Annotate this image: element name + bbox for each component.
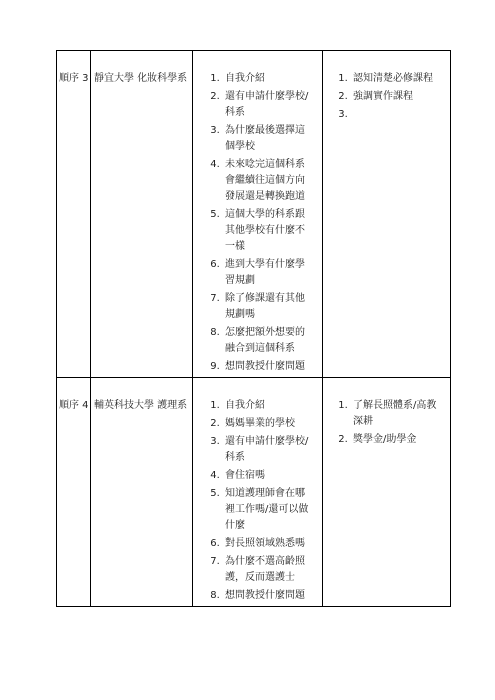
question-item: 7. 為什麼不選高齡照護，反而選護士 (223, 554, 314, 586)
table-row (57, 378, 451, 607)
question-list (193, 378, 322, 604)
order-cell (57, 378, 91, 607)
school-department: 靜宜大學 化妝科學系 (94, 73, 188, 84)
question-item: 2. 還有申請什麼學校/科系 (223, 89, 314, 121)
order-cell (57, 51, 91, 378)
school-cell (91, 378, 193, 607)
note-item: 1. 了解長照體系/高教深耕 (351, 398, 442, 430)
questions-cell (193, 51, 323, 378)
question-item: 8. 想問教授什麼問題 (223, 588, 314, 604)
question-item: 8. 怎麼把額外想要的融合到這個科系 (223, 325, 314, 357)
question-item: 1. 自我介紹 (223, 398, 314, 414)
order-label: 順序 4 (59, 400, 89, 411)
question-item: 2. 媽媽畢業的學校 (223, 416, 314, 432)
note-list (323, 378, 450, 448)
question-item: 7. 除了修課還有其他規劃嗎 (223, 291, 314, 323)
question-item: 6. 進到大學有什麼學習規劃 (223, 257, 314, 289)
table-row (57, 51, 451, 378)
question-item: 1. 自我介紹 (223, 71, 314, 87)
note-item: 2. 強調實作課程 (351, 89, 442, 105)
question-item: 4. 會住宿嗎 (223, 468, 314, 484)
questions-cell (193, 378, 323, 607)
question-item: 3. 為什麼最後選擇這個學校 (223, 123, 314, 155)
school-department: 輔英科技大學 護理系 (94, 400, 188, 411)
question-list (193, 51, 322, 375)
question-item: 5. 知道護理師會在哪裡工作嗎/還可以做什麼 (223, 486, 314, 534)
note-item: 2. 獎學金/助學金 (351, 432, 442, 448)
order-label: 順序 3 (59, 73, 89, 84)
question-item: 5. 這個大學的科系跟其他學校有什麼不一樣 (223, 207, 314, 255)
question-item: 6. 對長照領域熟悉嗎 (223, 536, 314, 552)
question-item: 4. 未來唸完這個科系會繼續往這個方向發展還是轉換跑道 (223, 157, 314, 205)
note-item (351, 107, 442, 123)
school-cell (91, 51, 193, 378)
question-item: 9. 想問教授什麼問題 (223, 359, 314, 375)
interview-table (56, 50, 451, 607)
note-item: 1. 認知清楚必修課程 (351, 71, 442, 87)
notes-cell (323, 51, 451, 378)
question-item: 3. 還有申請什麼學校/科系 (223, 434, 314, 466)
note-list (323, 51, 450, 123)
notes-cell (323, 378, 451, 607)
